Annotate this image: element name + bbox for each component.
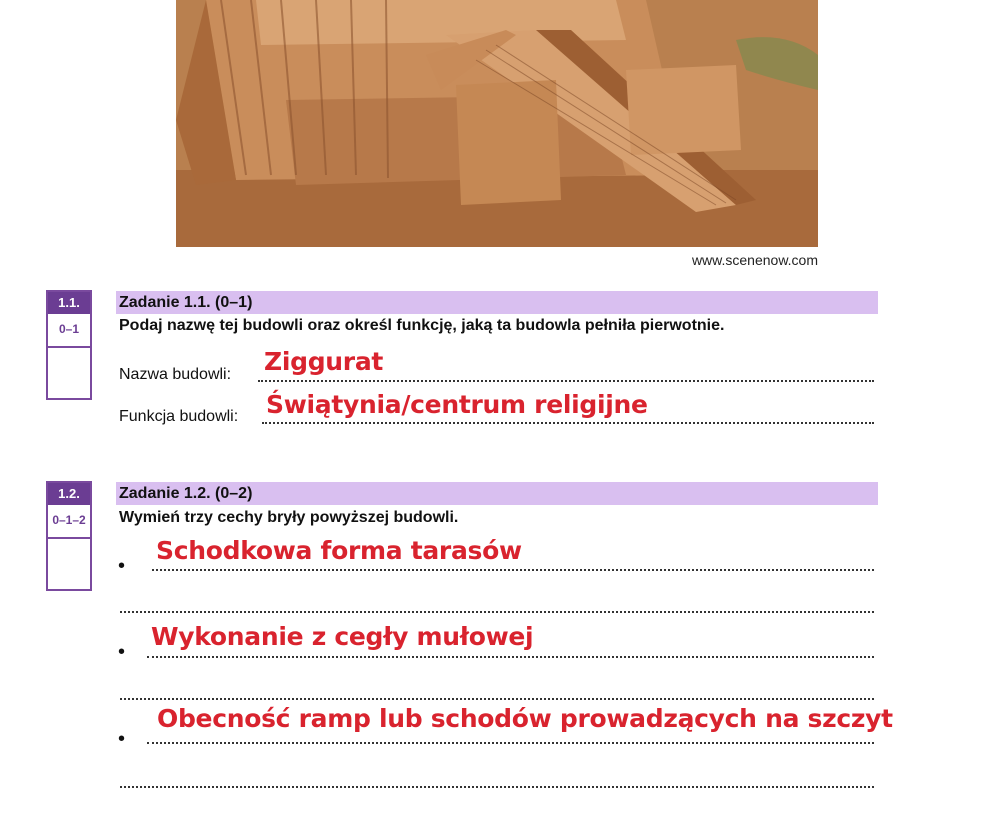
answer-line: [120, 611, 874, 613]
task-1-2-title: Zadanie 1.2. (0–2): [116, 482, 878, 505]
task-1-2-score-box: [46, 481, 92, 591]
score-field: [48, 539, 90, 589]
answer-function: Świątynia/centrum religijne: [266, 390, 648, 419]
answer-line: [147, 742, 874, 744]
bullet: •: [118, 728, 126, 750]
answer-line: [258, 380, 874, 382]
answer-feature-1: Schodkowa forma tarasów: [156, 536, 522, 565]
ziggurat-photo: [176, 0, 818, 247]
task-1-1-title: Zadanie 1.1. (0–1): [116, 291, 878, 314]
function-label: Funkcja budowli:: [119, 408, 239, 425]
ziggurat-illustration: [176, 0, 818, 247]
image-credit: www.scenenow.com: [691, 252, 818, 268]
task-1-1-instruction: Podaj nazwę tej budowli oraz określ funkcję, jaką ta budowla pełniła pierwotnie.: [119, 317, 725, 334]
task-number: 1.1.: [48, 292, 90, 314]
answer-feature-2: Wykonanie z cegły mułowej: [151, 622, 534, 651]
answer-line: [147, 656, 874, 658]
answer-line: [262, 422, 874, 424]
answer-name: Ziggurat: [264, 347, 384, 376]
score-field: [48, 348, 90, 398]
task-points: 0–1–2: [48, 505, 90, 539]
answer-line: [120, 698, 874, 700]
name-label: Nazwa budowli:: [119, 366, 232, 383]
task-1-2-instruction: Wymień trzy cechy bryły powyższej budowli.: [119, 509, 459, 526]
task-number: 1.2.: [48, 483, 90, 505]
answer-line: [152, 569, 874, 571]
answer-feature-3: Obecność ramp lub schodów prowadzących na szczyt: [157, 704, 893, 733]
answer-line: [120, 786, 874, 788]
task-1-1-score-box: [46, 290, 92, 400]
bullet: •: [118, 555, 126, 577]
bullet: •: [118, 641, 126, 663]
task-points: 0–1: [48, 314, 90, 348]
